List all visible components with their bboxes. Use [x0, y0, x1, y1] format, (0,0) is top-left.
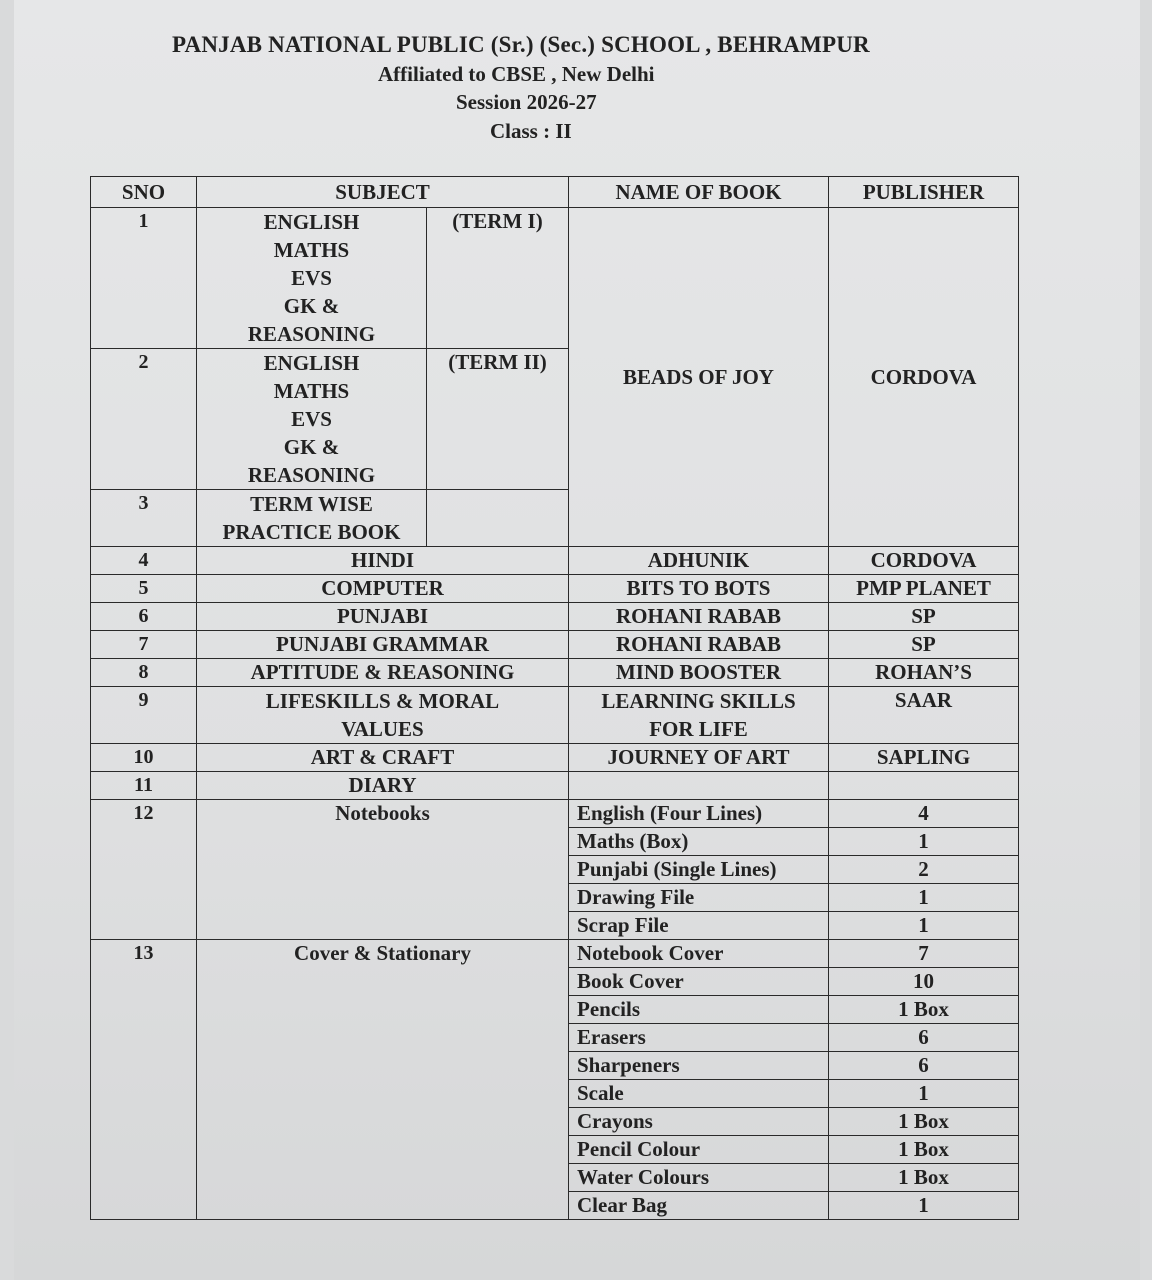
book-cell: [569, 687, 829, 744]
item-qty: 1 Box: [829, 996, 1019, 1024]
publisher-cell: SP: [829, 631, 1019, 659]
book-line: LEARNING SKILLS: [601, 689, 796, 713]
book-cell: MIND BOOSTER: [569, 659, 829, 687]
sno-cell: 8: [91, 659, 197, 687]
sno-cell: 2: [91, 349, 197, 490]
subject-cell: ART & CRAFT: [197, 744, 569, 772]
session: Session 2026-27: [456, 90, 597, 114]
table-row: [91, 940, 1019, 968]
item-name: Book Cover: [569, 968, 829, 996]
item-name: Notebook Cover: [569, 940, 829, 968]
item-qty: 7: [829, 940, 1019, 968]
affiliation: Affiliated to CBSE , New Delhi: [378, 62, 655, 86]
table-row: [91, 575, 1019, 603]
class-label: Class : II: [490, 119, 572, 143]
subject-line: REASONING: [247, 322, 376, 346]
col-subject: SUBJECT: [197, 177, 569, 208]
item-qty: 1: [829, 912, 1019, 940]
item-name: Erasers: [569, 1024, 829, 1052]
item-qty: 2: [829, 856, 1019, 884]
item-qty: 1: [829, 828, 1019, 856]
subject-cell: DIARY: [197, 772, 569, 800]
sno-cell: 3: [91, 490, 197, 547]
table-row: [91, 547, 1019, 575]
item-qty: 1 Box: [829, 1108, 1019, 1136]
subject-line: TERM WISE: [250, 492, 373, 516]
table-row: [91, 631, 1019, 659]
table-header-row: [91, 177, 1019, 208]
publisher-cell: SAAR: [829, 687, 1019, 744]
subject-cell: [197, 490, 427, 547]
book-cell: ADHUNIK: [569, 547, 829, 575]
sno-cell: 4: [91, 547, 197, 575]
subject-cell: Cover & Stationary: [197, 940, 569, 1220]
item-qty: 1: [829, 1192, 1019, 1220]
subject-cell: HINDI: [197, 547, 569, 575]
item-name: Sharpeners: [569, 1052, 829, 1080]
subject-cell: [197, 687, 569, 744]
item-name: Scale: [569, 1080, 829, 1108]
item-name: Water Colours: [569, 1164, 829, 1192]
item-qty: 1: [829, 1080, 1019, 1108]
item-name: Crayons: [569, 1108, 829, 1136]
subject-line: PRACTICE BOOK: [222, 520, 401, 544]
book-cell: BEADS OF JOY: [569, 208, 829, 547]
book-cell: ROHANI RABAB: [569, 631, 829, 659]
book-cell: ROHANI RABAB: [569, 603, 829, 631]
sno-cell: 5: [91, 575, 197, 603]
term-cell: (TERM II): [427, 349, 569, 490]
school-name: PANJAB NATIONAL PUBLIC (Sr.) (Sec.) SCHOOL , BEHRAMPUR: [172, 32, 870, 57]
empty-cell: [569, 772, 829, 800]
subject-line: MATHS: [273, 379, 350, 403]
item-qty: 4: [829, 800, 1019, 828]
subject-cell: COMPUTER: [197, 575, 569, 603]
publisher-cell: SAPLING: [829, 744, 1019, 772]
publisher-cell: PMP PLANET: [829, 575, 1019, 603]
item-name: Drawing File: [569, 884, 829, 912]
col-book: NAME OF BOOK: [569, 177, 829, 208]
subject-cell: PUNJABI: [197, 603, 569, 631]
item-qty: 1 Box: [829, 1136, 1019, 1164]
book-cell: BITS TO BOTS: [569, 575, 829, 603]
sno-cell: 13: [91, 940, 197, 1220]
table-row: [91, 772, 1019, 800]
sno-cell: 9: [91, 687, 197, 744]
table-row: [91, 687, 1019, 744]
col-publisher: PUBLISHER: [829, 177, 1019, 208]
item-name: Scrap File: [569, 912, 829, 940]
book-list-table: [90, 176, 1019, 1220]
sno-cell: 6: [91, 603, 197, 631]
item-qty: 6: [829, 1024, 1019, 1052]
sno-cell: 12: [91, 800, 197, 940]
sno-cell: 11: [91, 772, 197, 800]
item-qty: 10: [829, 968, 1019, 996]
term-cell: (TERM I): [427, 208, 569, 349]
subject-line: LIFESKILLS & MORAL: [265, 689, 500, 713]
subject-line: ENGLISH: [263, 351, 360, 375]
col-sno: SNO: [91, 177, 197, 208]
item-qty: 1: [829, 884, 1019, 912]
subject-line: EVS: [291, 407, 332, 431]
item-name: Pencil Colour: [569, 1136, 829, 1164]
publisher-cell: SP: [829, 603, 1019, 631]
subject-cell: [197, 349, 427, 490]
subject-cell: [197, 208, 427, 349]
table-row: [91, 208, 1019, 349]
publisher-cell: ROHAN’S: [829, 659, 1019, 687]
empty-cell: [829, 772, 1019, 800]
publisher-cell: CORDOVA: [829, 208, 1019, 547]
item-name: Punjabi (Single Lines): [569, 856, 829, 884]
subject-cell: PUNJABI GRAMMAR: [197, 631, 569, 659]
subject-cell: Notebooks: [197, 800, 569, 940]
subject-cell: APTITUDE & REASONING: [197, 659, 569, 687]
subject-line: GK &: [283, 435, 340, 459]
sno-cell: 7: [91, 631, 197, 659]
table-row: [91, 800, 1019, 828]
book-line: FOR LIFE: [649, 717, 748, 741]
subject-line: VALUES: [341, 717, 424, 741]
sno-cell: 1: [91, 208, 197, 349]
subject-line: REASONING: [247, 463, 376, 487]
publisher-cell: CORDOVA: [829, 547, 1019, 575]
table-row: [91, 603, 1019, 631]
book-cell: JOURNEY OF ART: [569, 744, 829, 772]
item-name: English (Four Lines): [569, 800, 829, 828]
subject-line: ENGLISH: [263, 210, 360, 234]
item-qty: 6: [829, 1052, 1019, 1080]
empty-cell: [427, 490, 569, 547]
subject-line: GK &: [283, 294, 340, 318]
sno-cell: 10: [91, 744, 197, 772]
item-name: Pencils: [569, 996, 829, 1024]
subject-line: MATHS: [273, 238, 350, 262]
subject-line: EVS: [291, 266, 332, 290]
item-name: Maths (Box): [569, 828, 829, 856]
item-qty: 1 Box: [829, 1164, 1019, 1192]
item-name: Clear Bag: [569, 1192, 829, 1220]
table-row: [91, 659, 1019, 687]
table-row: [91, 744, 1019, 772]
